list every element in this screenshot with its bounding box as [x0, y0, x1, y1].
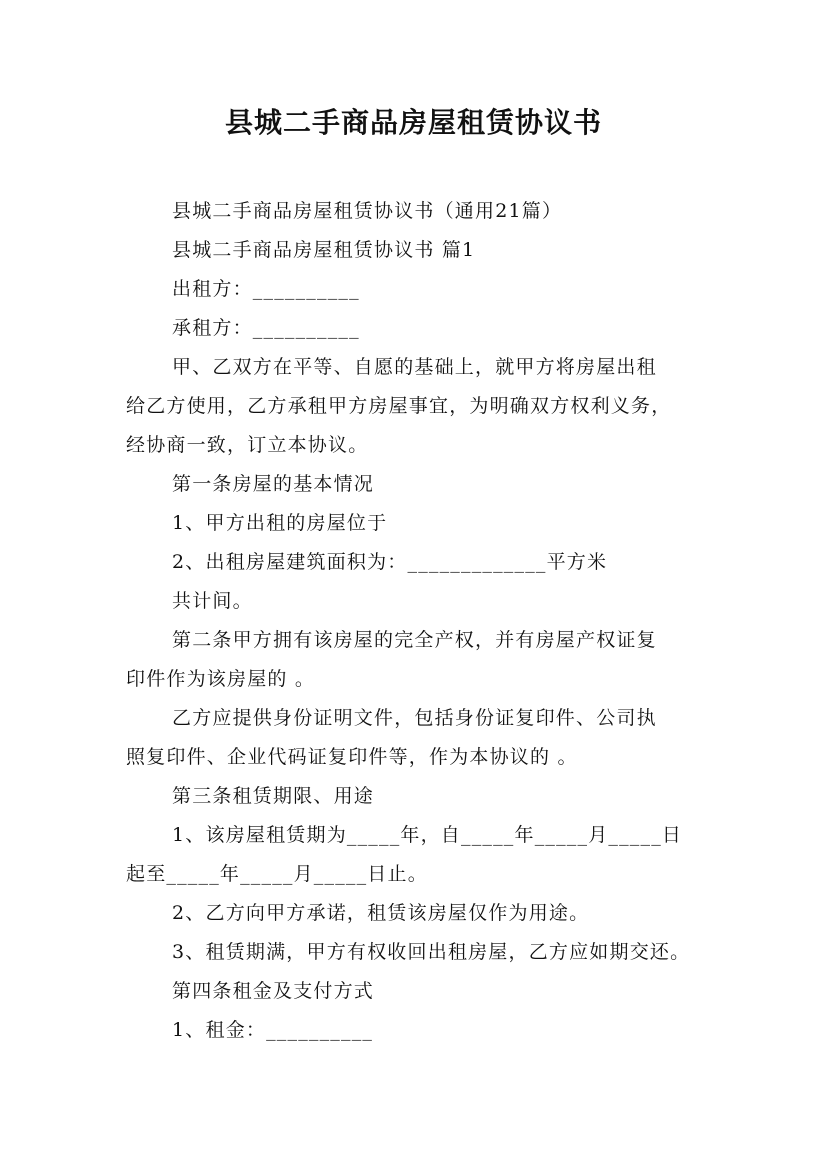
paragraph-line: 乙方应提供身份证明文件，包括身份证复印件、公司执	[172, 707, 657, 729]
clause-line: 3、租赁期满，甲方有权收回出租房屋，乙方应如期交还。	[172, 941, 691, 963]
paragraph-line: 经协商一致，订立本协议。	[126, 434, 369, 456]
paragraph-line: 甲、乙双方在平等、自愿的基础上，就甲方将房屋出租	[172, 356, 657, 378]
clause-line: 1、该房屋租赁期为_____年，自_____年_____月_____日	[172, 824, 683, 846]
clause-line: 1、甲方出租的房屋位于	[172, 512, 388, 534]
section-heading: 县城二手商品房屋租赁协议书 篇1	[172, 239, 476, 261]
clause-line: 共计间。	[172, 590, 253, 612]
subtitle-line: 县城二手商品房屋租赁协议书（通用21篇）	[172, 200, 563, 222]
clause-line: 2、乙方向甲方承诺，租赁该房屋仅作为用途。	[172, 902, 590, 924]
paragraph-line: 照复印件、企业代码证复印件等，作为本协议的 。	[126, 746, 578, 768]
clause-line: 2、出租房屋建筑面积为：_____________平方米	[172, 551, 608, 573]
paragraph-line: 印件作为该房屋的 。	[126, 668, 316, 690]
article-heading: 第三条租赁期限、用途	[172, 785, 375, 807]
rent-field: 1、租金：__________	[172, 1019, 374, 1041]
lessor-field: 出租方：__________	[172, 278, 360, 300]
article-heading: 第一条房屋的基本情况	[172, 473, 375, 495]
paragraph-line: 给乙方使用，乙方承租甲方房屋事宜，为明确双方权利义务，	[126, 395, 672, 417]
lessee-field: 承租方：__________	[172, 317, 360, 339]
document-title: 县城二手商品房屋租赁协议书	[224, 106, 602, 139]
clause-line: 起至_____年_____月_____日止。	[126, 863, 428, 885]
article-heading: 第二条甲方拥有该房屋的完全产权，并有房屋产权证复	[172, 629, 657, 651]
article-heading: 第四条租金及支付方式	[172, 980, 375, 1002]
